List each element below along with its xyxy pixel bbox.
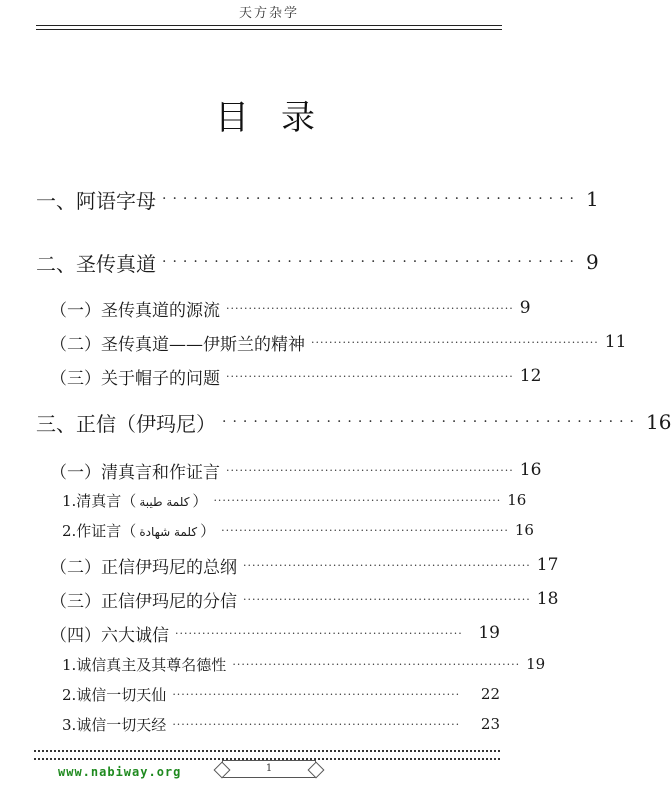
toc-entry-label: 二、圣传真道 bbox=[36, 251, 156, 276]
toc-entry bbox=[50, 553, 559, 578]
toc-entry-label: （二）圣传真道——伊斯兰的精神 bbox=[50, 334, 305, 355]
toc-entry-page: 11 bbox=[604, 332, 627, 352]
toc-entry-page: 9 bbox=[519, 298, 531, 318]
toc-entry-label: （一）圣传真道的源流 bbox=[50, 300, 220, 321]
leader-dots: ········································ bbox=[222, 414, 641, 430]
toc-entry-label-close: ） bbox=[192, 491, 208, 510]
footer-rule bbox=[34, 750, 500, 760]
toc-entry-page: 23 bbox=[480, 715, 500, 733]
leader-dots: ································································ bbox=[243, 558, 531, 572]
toc-entry-label-text: 2.作证言（ bbox=[62, 521, 137, 540]
toc-entry bbox=[62, 653, 546, 675]
toc-entry bbox=[50, 330, 627, 355]
leader-dots: ········································ bbox=[162, 254, 581, 270]
toc-entry-label: （四）六大诚信 bbox=[50, 625, 169, 646]
toc-entry bbox=[36, 185, 599, 213]
toc-entry bbox=[50, 458, 542, 483]
toc-entry-page: 1 bbox=[586, 187, 599, 211]
toc-entry-label: （三）关于帽子的问题 bbox=[50, 368, 220, 389]
toc-entry-page: 18 bbox=[536, 589, 559, 609]
header-rule bbox=[36, 25, 502, 26]
toc-entry-label: （二）正信伊玛尼的总纲 bbox=[50, 557, 237, 578]
toc-entry-label: 3.诚信一切天经 bbox=[62, 715, 167, 734]
toc-entry-page: 16 bbox=[519, 460, 542, 480]
leader-dots: ································································ bbox=[226, 463, 514, 477]
toc-entry-label-text: 1.清真言（ bbox=[62, 491, 137, 510]
toc-entry bbox=[50, 621, 500, 645]
toc-entry-page: 19 bbox=[478, 623, 500, 643]
toc-entry bbox=[62, 683, 500, 705]
leader-dots: ································································ bbox=[226, 369, 514, 383]
arabic-term: كلمة طيبة bbox=[139, 494, 190, 509]
toc-entry bbox=[50, 296, 531, 321]
toc-entry-label: （三）正信伊玛尼的分信 bbox=[50, 591, 237, 612]
toc-entry-label-close: ） bbox=[200, 521, 216, 540]
toc-entry-page: 16 bbox=[507, 491, 527, 509]
toc-entry-label: 三、正信（伊玛尼） bbox=[36, 411, 216, 436]
toc-entry-page: 16 bbox=[514, 521, 534, 539]
toc-entry-page: 9 bbox=[586, 250, 599, 274]
leader-dots: ································································ bbox=[213, 493, 502, 507]
toc-entry-label: 1.诚信真主及其尊名德性 bbox=[62, 655, 227, 674]
toc-entry-label bbox=[62, 520, 215, 541]
toc-entry-label: 一、阿语字母 bbox=[36, 188, 156, 213]
toc-entry-page: 22 bbox=[480, 685, 500, 703]
leader-dots: ································································ bbox=[172, 687, 461, 701]
arabic-term: كلمة شهادة bbox=[139, 524, 198, 539]
toc-entry bbox=[62, 489, 527, 511]
toc-entry-page: 16 bbox=[646, 410, 671, 434]
leader-dots: ································································ bbox=[243, 592, 531, 606]
toc-entry bbox=[36, 408, 671, 436]
leader-dots: ································································ bbox=[311, 335, 599, 349]
page-title: 目录 bbox=[215, 98, 347, 138]
toc-entry bbox=[62, 519, 534, 541]
toc-entry bbox=[50, 587, 559, 612]
toc-entry-label: （一）清真言和作证言 bbox=[50, 462, 220, 483]
toc-entry bbox=[62, 713, 500, 735]
footer-website-link[interactable]: www.nabiway.org bbox=[58, 765, 182, 779]
toc-entry-page: 17 bbox=[536, 555, 559, 575]
toc-entry-page: 19 bbox=[526, 655, 546, 673]
leader-dots: ········································ bbox=[162, 191, 581, 207]
footer-page-number: 1 bbox=[222, 760, 316, 778]
toc-entry bbox=[36, 248, 599, 276]
leader-dots: ································································ bbox=[175, 626, 463, 640]
running-header bbox=[36, 4, 502, 30]
header-title: 天方杂学 bbox=[238, 6, 299, 21]
leader-dots: ································································ bbox=[221, 523, 509, 537]
toc-entry bbox=[50, 364, 542, 389]
toc-entry-page: 12 bbox=[519, 366, 542, 386]
leader-dots: ································································ bbox=[172, 717, 461, 731]
toc-entry-label: 2.诚信一切天仙 bbox=[62, 685, 167, 704]
toc-entry-label bbox=[62, 490, 207, 511]
leader-dots: ································································ bbox=[232, 657, 521, 671]
header-rule-thin bbox=[36, 29, 502, 30]
leader-dots: ································································ bbox=[226, 301, 514, 315]
